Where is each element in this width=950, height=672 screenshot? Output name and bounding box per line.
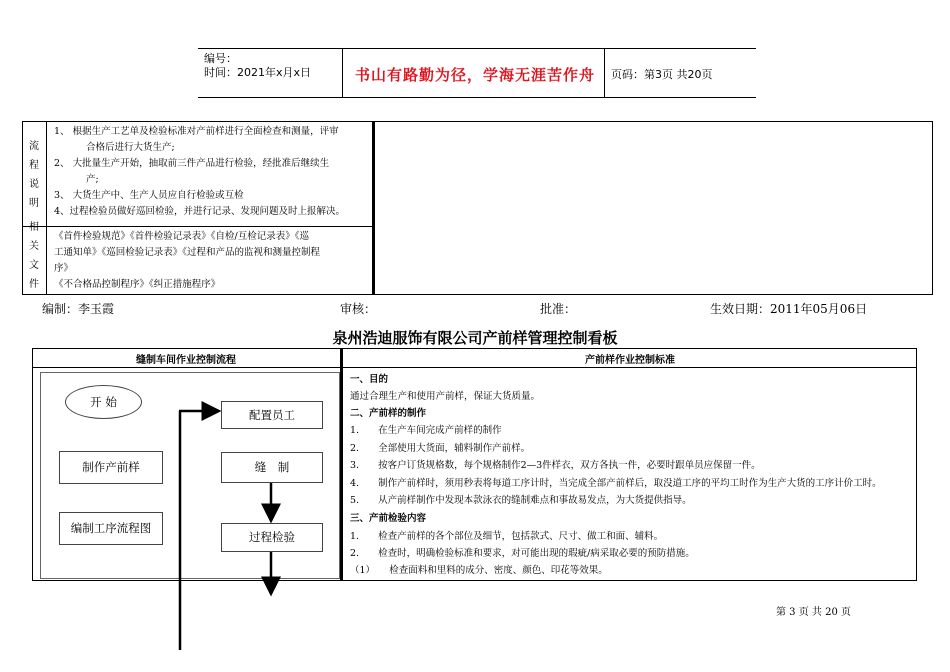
flow-sewing-node: 缝 制: [221, 452, 323, 483]
approver-signature: 批准：: [540, 302, 577, 316]
row-label-related-documents: 相 关 文 件: [29, 222, 39, 290]
row-label-process-description: 流 程 说 明: [29, 141, 39, 209]
standard-line: 3. 按客户订货规格数，每个规格制作2—3件样衣，双方各执一件，必要时跟单员应保留一件。: [350, 460, 761, 471]
flow-process-inspection-node: 过程检验: [221, 523, 323, 552]
standard-line: 2. 全部使用大货面，辅料制作产前样。: [350, 443, 531, 454]
standard-line: 通过合理生产和使用产前样，保证大货质量。: [350, 391, 541, 402]
flow-make-sample-node: 制作产前样: [59, 451, 163, 484]
standard-line: 5. 从产前样制作中发现本款泳衣的缝制难点和事故易发点，为大货提供指导。: [350, 495, 692, 506]
standard-line: 1. 检查产前样的各个部位及细节，包括款式、尺寸、做工和面、辅料。: [350, 531, 664, 542]
related-documents-text: 《首件检验规范》《首件检验记录表》《自检/互检记录表》《巡 工通知单》《巡回检验记录表》《过程和产品的监视和测量控制程 序》 《不合格品控制程序》《纠正措施程序》: [54, 231, 321, 290]
flow-assign-staff-node: 配置员工: [221, 401, 323, 429]
page-footer: 第 3 页 共 20 页: [776, 607, 851, 618]
standard-line: 二、产前样的制作: [350, 408, 427, 419]
board-title: 泉州浩迪服饰有限公司产前样管理控制看板: [332, 329, 618, 347]
standard-line: （1） 检查面料和里料的成分、密度、颜色、印花等效果。: [350, 565, 608, 576]
standard-line: 三、产前检验内容: [350, 513, 427, 524]
process-description-text: 1、 根据生产工艺单及检验标准对产前样进行全面检查和测量，评审 合格后进行大货生产; 2、 大批量生产开始，抽取前三件产品进行检验，经批准后继续生 产; 3、 大货生产中、生产人员应自行检验或互检 4、过程检验员做好巡回检验，并进行记录、发现问题及时上报解决。: [54, 126, 346, 217]
page-indicator: 页码：第3页 共20页: [611, 68, 713, 81]
header-motto: 书山有路勤为径，学海无涯苦作舟: [355, 66, 596, 84]
editor-signature: 编制：李玉霞: [42, 302, 115, 316]
standard-column-header: 产前样作业控制标准: [585, 355, 675, 366]
standard-line: 2. 检查时，明确检验标准和要求，对可能出现的瑕疵/病采取必要的预防措施。: [350, 548, 695, 559]
standard-line: 4. 制作产前样时，须用秒表将每道工序计时，当完成全部产前样后，取没道工序的平均工时作为生产大货的工序计价工时。: [350, 478, 882, 489]
effective-date: 生效日期：2011年05月06日: [710, 302, 868, 316]
reviewer-signature: 审核：: [340, 302, 377, 316]
standard-line: 一、目的: [350, 374, 389, 385]
document-date: 时间：2021年x月x日: [204, 66, 312, 79]
document-number-label: 编号：: [204, 52, 237, 65]
standard-line: 1. 在生产车间完成产前样的制作: [350, 425, 502, 436]
flow-start-node: 开 始: [65, 385, 142, 419]
flow-column-header: 缝制车间作业控制流程: [136, 355, 236, 366]
flow-process-chart-node: 编制工序流程图: [59, 512, 163, 545]
